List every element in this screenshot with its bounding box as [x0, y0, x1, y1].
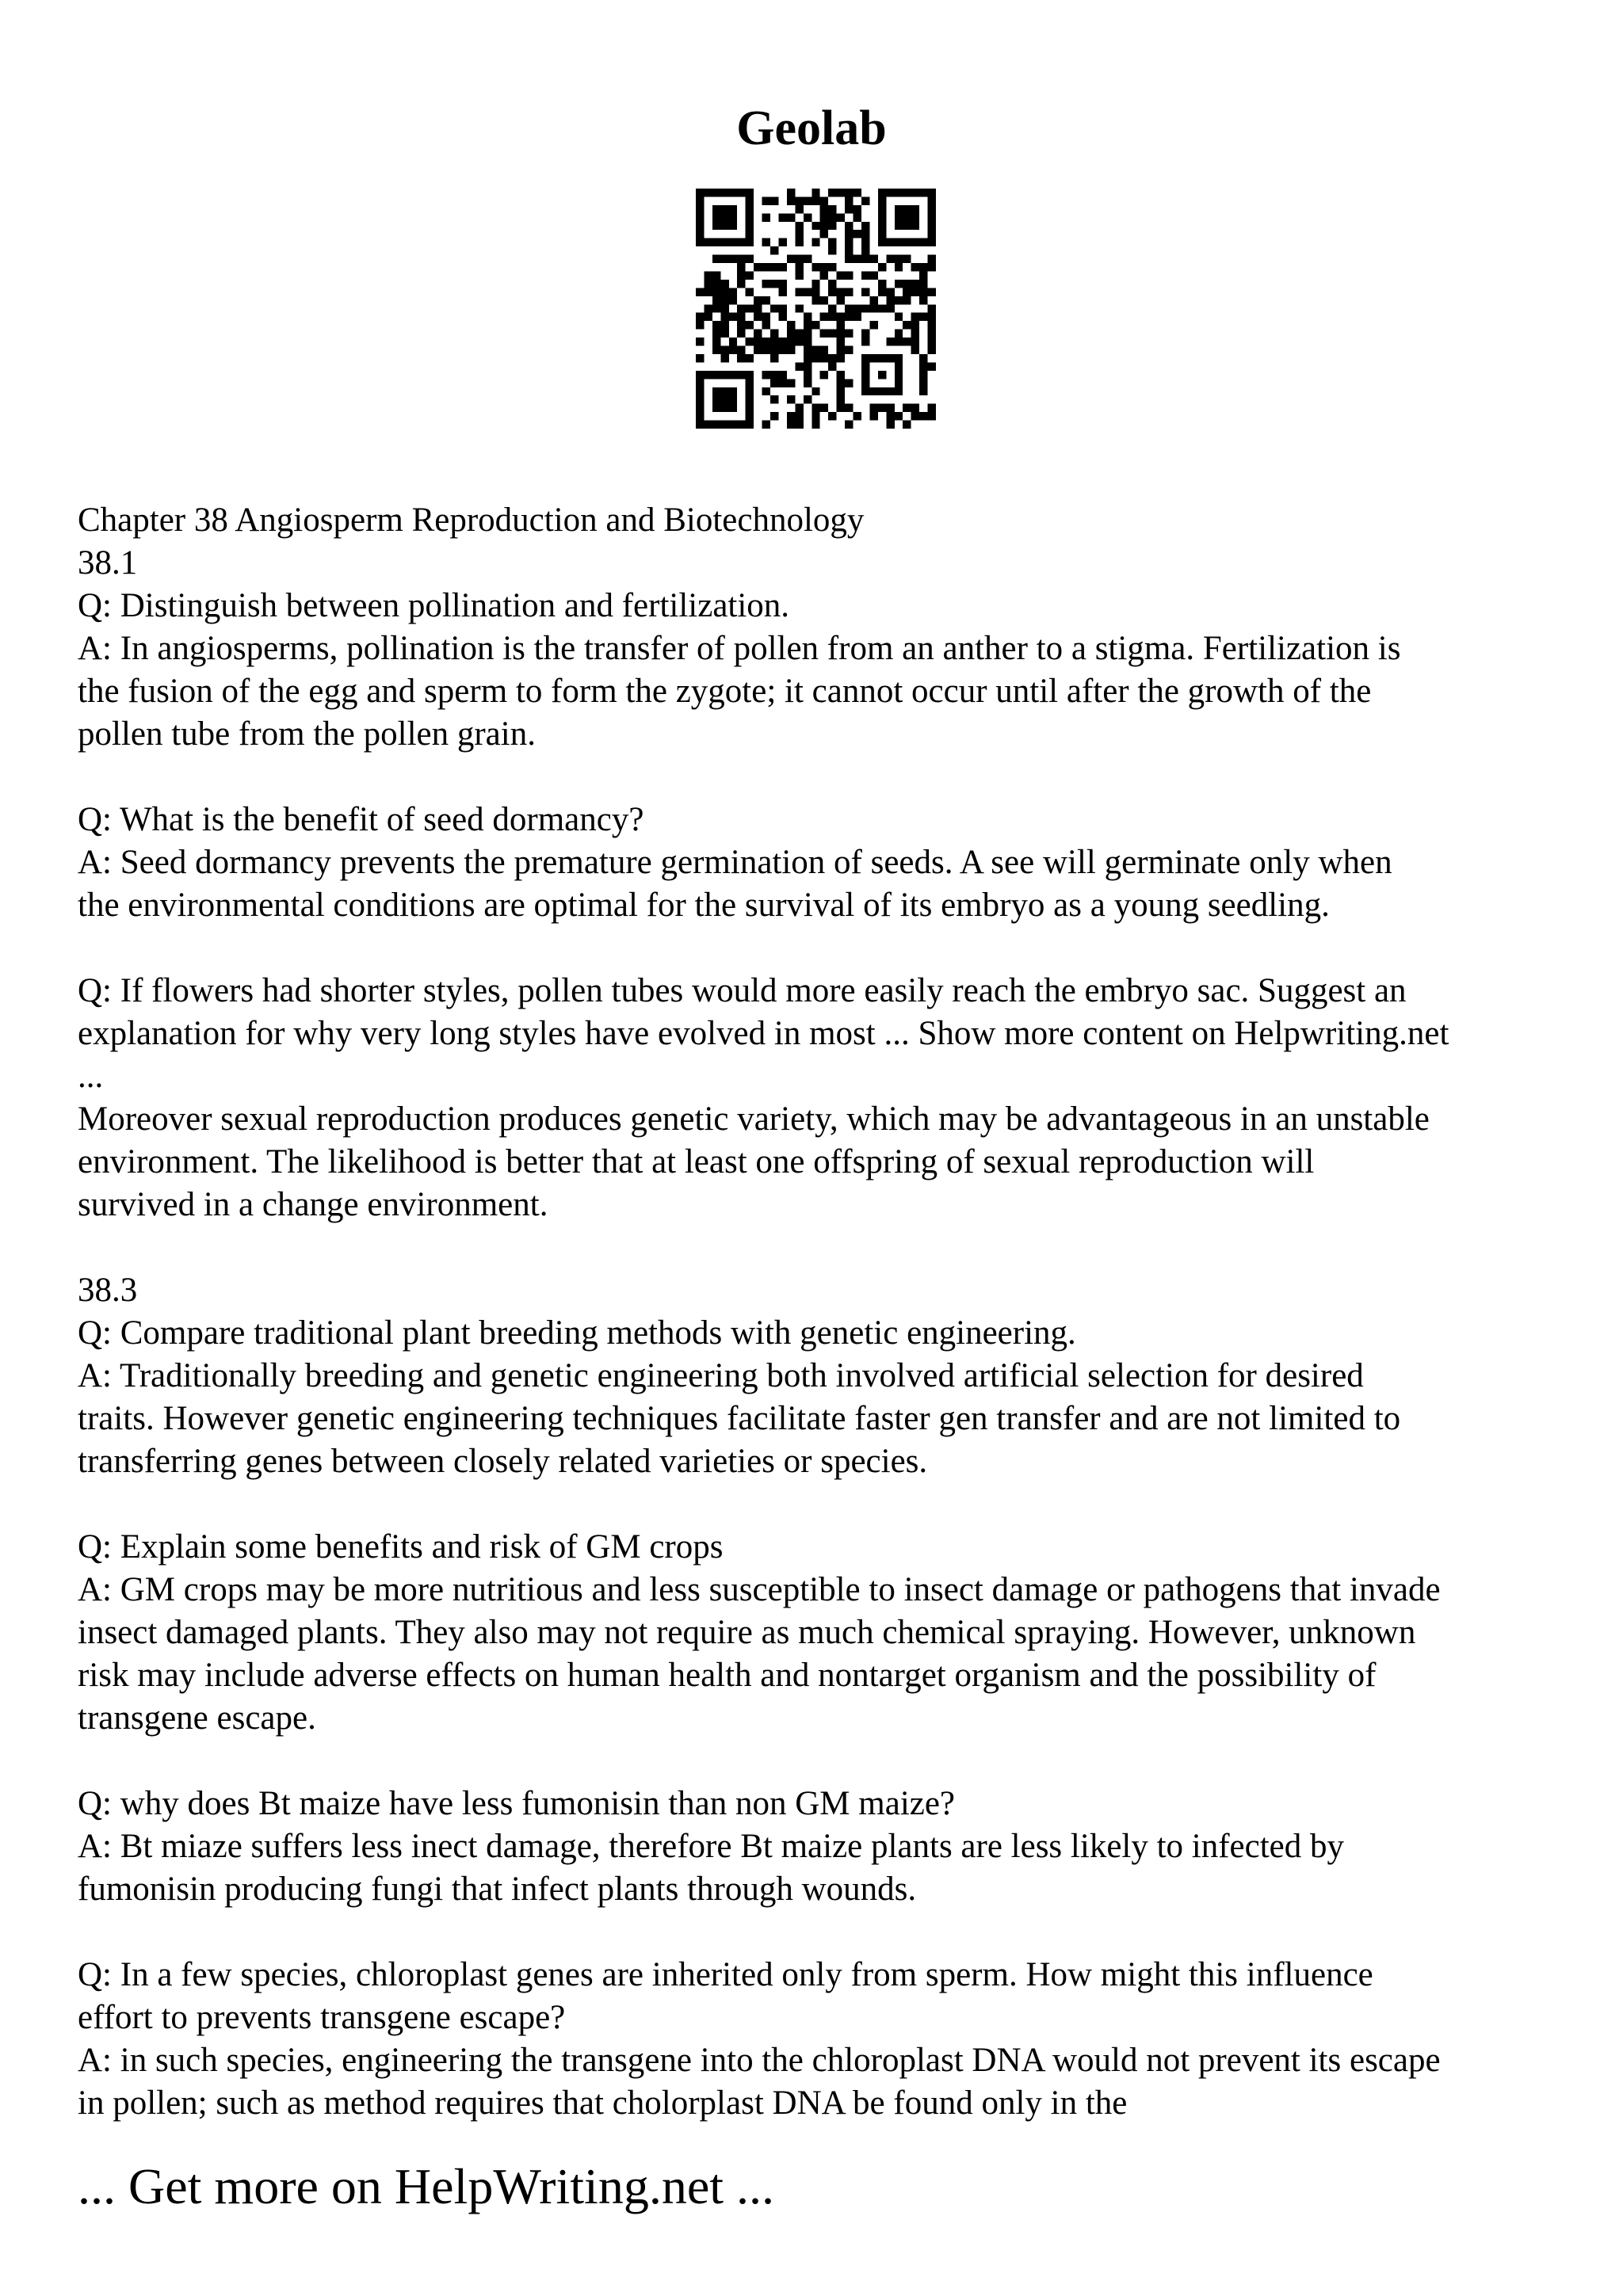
text-line: ...	[78, 1058, 104, 1095]
text-line: 38.3	[78, 1272, 138, 1309]
text-line: transferring genes between closely related varieties or species.	[78, 1443, 928, 1480]
text-line: Q: If flowers had shorter styles, pollen tubes would more easily reach the embryo sac. Suggest an	[78, 972, 1407, 1009]
paragraph-gap	[78, 756, 1568, 799]
text-line: Q: why does Bt maize have less fumonisin than non GM maize?	[78, 1785, 956, 1822]
paragraph-gap	[78, 1483, 1568, 1526]
text-line: A: Traditionally breeding and genetic engineering both involved artificial selection for desired	[78, 1357, 1364, 1394]
paragraph-gap	[78, 1740, 1568, 1783]
text-line: Q: Compare traditional plant breeding methods with genetic engineering.	[78, 1314, 1076, 1352]
text-line: risk may include adverse effects on human health and nontarget organism and the possibility of	[78, 1657, 1377, 1694]
text-line: A: Bt miaze suffers less inect damage, therefore Bt maize plants are less likely to infected by	[78, 1828, 1345, 1865]
text-line: A: Seed dormancy prevents the premature germination of seeds. A see will germinate only when	[78, 844, 1392, 881]
text-line: in pollen; such as method requires that cholorplast DNA be found only in the	[78, 2084, 1128, 2122]
text-line: Chapter 38 Angiosperm Reproduction and Biotechnology	[78, 502, 865, 539]
text-line: Q: Distinguish between pollination and fertilization.	[78, 587, 790, 624]
text-line: explanation for why very long styles have evolved in most ... Show more content on Helpwriting.net	[78, 1015, 1449, 1052]
text-line: insect damaged plants. They also may not require as much chemical spraying. However, unknown	[78, 1614, 1416, 1651]
text-line: Q: Explain some benefits and risk of GM crops	[78, 1528, 724, 1566]
text-line: transgene escape.	[78, 1699, 316, 1737]
text-line: A: GM crops may be more nutritious and less susceptible to insect damage or pathogens that invade	[78, 1571, 1441, 1608]
text-line: the fusion of the egg and sperm to form the zygote; it cannot occur until after the growth of the	[78, 673, 1372, 710]
paragraph-gap	[78, 1911, 1568, 1954]
paragraph-gap	[78, 927, 1568, 970]
text-line: traits. However genetic engineering techniques facilitate faster gen transfer and are not limited to	[78, 1400, 1401, 1437]
text-line: the environmental conditions are optimal for the survival of its embryo as a young seedling.	[78, 887, 1330, 924]
text-line: 38.1	[78, 544, 138, 582]
text-line: environment. The likelihood is better that at least one offspring of sexual reproduction will	[78, 1143, 1315, 1180]
get-more-link[interactable]: ... Get more on HelpWriting.net ...	[78, 2158, 774, 2214]
qr-code-icon	[696, 189, 936, 429]
text-line: effort to prevents transgene escape?	[78, 1999, 566, 2036]
text-line: Q: In a few species, chloroplast genes are inherited only from sperm. How might this influence	[78, 1956, 1373, 1993]
document-title: Geolab	[736, 101, 887, 155]
text-line: fumonisin producing fungi that infect plants through wounds.	[78, 1871, 917, 1908]
text-line: pollen tube from the pollen grain.	[78, 715, 536, 753]
text-line: Q: What is the benefit of seed dormancy?	[78, 801, 644, 838]
paragraph-gap	[78, 1226, 1568, 1269]
text-line: Moreover sexual reproduction produces genetic variety, which may be advantageous in an unstable	[78, 1100, 1430, 1138]
text-line: A: In angiosperms, pollination is the transfer of pollen from an anther to a stigma. Fertilization is	[78, 630, 1401, 667]
document-body	[78, 499, 1568, 2125]
text-line: survived in a change environment.	[78, 1186, 548, 1223]
text-line: A: in such species, engineering the transgene into the chloroplast DNA would not prevent its escape	[78, 2042, 1441, 2079]
